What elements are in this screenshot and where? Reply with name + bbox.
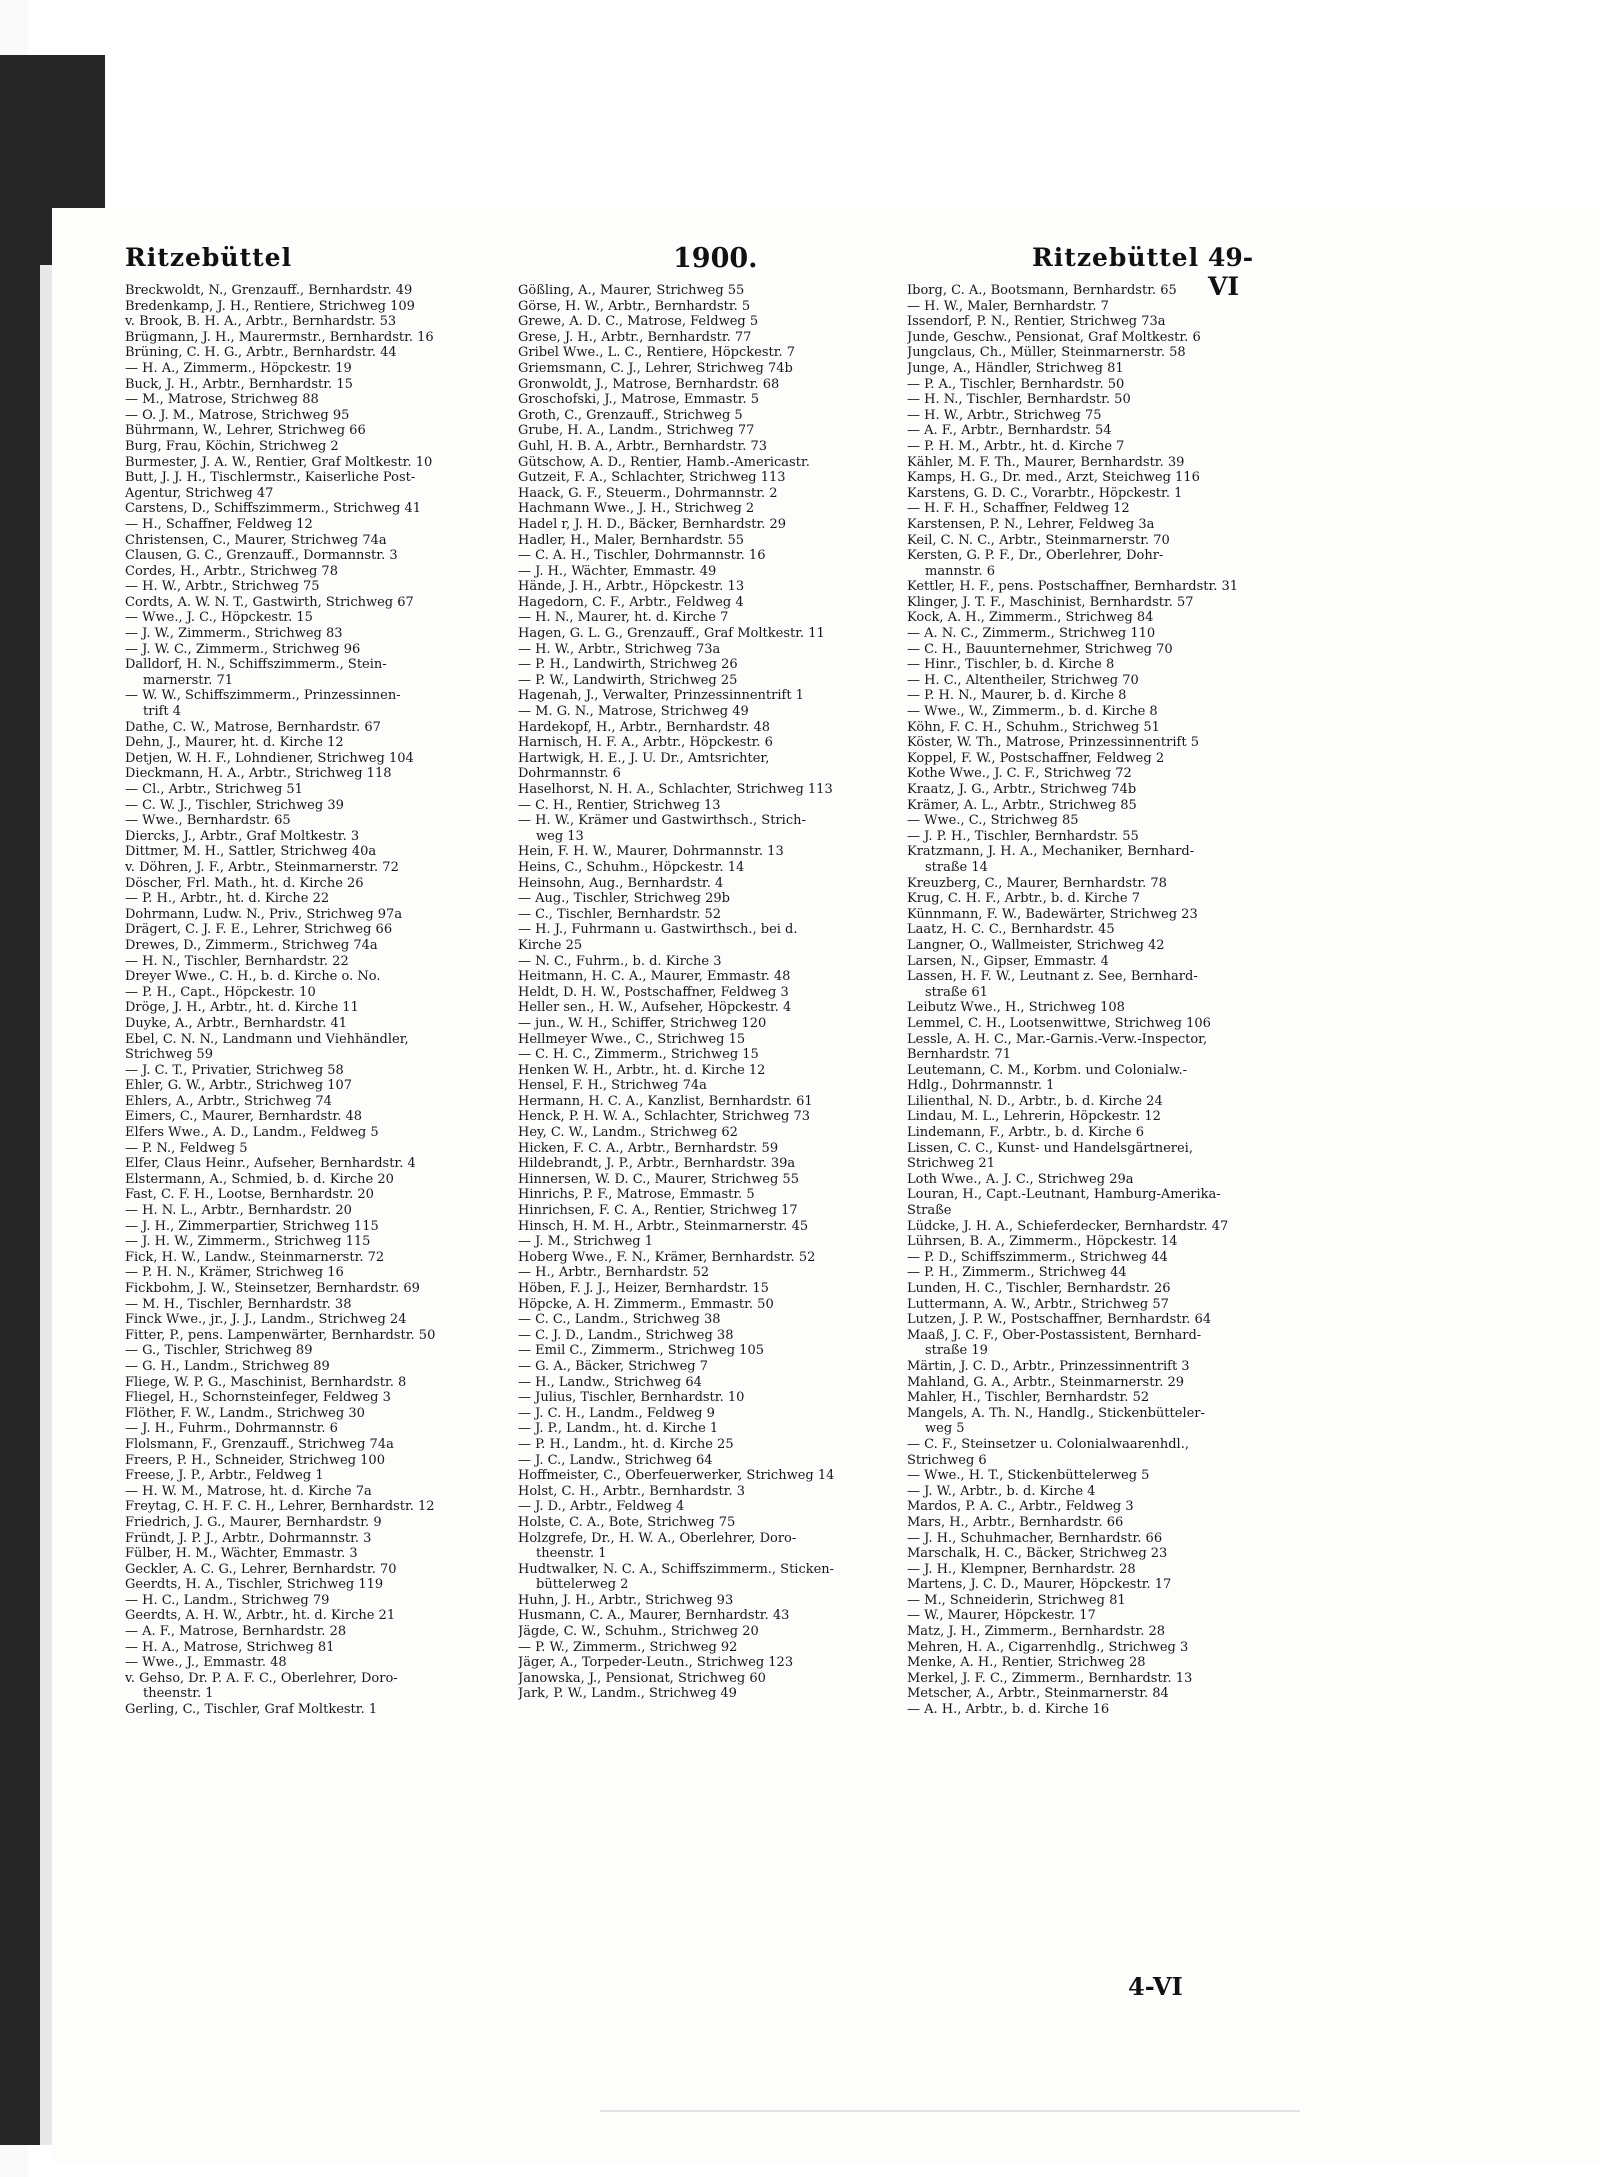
directory-entry: Heinsohn, Aug., Bernhardstr. 4 (518, 875, 724, 891)
directory-entry: — G. A., Bäcker, Strichweg 7 (518, 1358, 709, 1374)
directory-entry: Hardekopf, H., Arbtr., Bernhardstr. 48 (518, 719, 771, 735)
directory-entry: Lassen, H. F. W., Leutnant z. See, Bernhard- (907, 969, 1198, 985)
directory-entry: v. Döhren, J. F., Arbtr., Steinmarnerstr. 72 (125, 859, 399, 875)
directory-entry: v. Gehso, Dr. P. A. F. C., Oberlehrer, Doro- (125, 1670, 398, 1686)
directory-entry: — P. H. N., Maurer, b. d. Kirche 8 (907, 688, 1127, 704)
directory-entry: — H., Schaffner, Feldweg 12 (125, 516, 313, 532)
directory-entry: — Wwe., W., Zimmerm., b. d. Kirche 8 (907, 704, 1158, 720)
directory-entry: — P. H., Landm., ht. d. Kirche 25 (518, 1436, 734, 1452)
directory-entry: Lindau, M. L., Lehrerin, Höpckestr. 12 (907, 1109, 1161, 1125)
directory-entry: Holzgrefe, Dr., H. W. A., Oberlehrer, Doro- (518, 1530, 797, 1546)
directory-entry: Laatz, H. C. C., Bernhardstr. 45 (907, 922, 1115, 938)
directory-entry: — P. H., Arbtr., ht. d. Kirche 22 (125, 891, 330, 907)
directory-entry: — C. H. C., Zimmerm., Strichweg 15 (518, 1047, 759, 1063)
directory-entry: — P. H., Landwirth, Strichweg 26 (518, 657, 738, 673)
header-right-title: Ritzebüttel (1032, 243, 1200, 272)
directory-entry: — P. W., Zimmerm., Strichweg 92 (518, 1639, 738, 1655)
directory-entry: Hensel, F. H., Strichweg 74a (518, 1078, 707, 1094)
directory-entry: — Wwe., H. T., Stickenbüttelerweg 5 (907, 1468, 1150, 1484)
directory-entry: — Wwe., Bernhardstr. 65 (125, 813, 291, 829)
directory-entry: — Wwe., J., Emmastr. 48 (125, 1655, 287, 1671)
directory-entry: Dreyer Wwe., C. H., b. d. Kirche o. No. (125, 969, 381, 985)
directory-entry: Karstens, G. D. C., Vorarbtr., Höpckestr. 1 (907, 485, 1183, 501)
directory-entry: Fickbohm, J. W., Steinsetzer, Bernhardstr. 69 (125, 1281, 420, 1296)
directory-entry: Dohrmannstr. 6 (518, 766, 621, 782)
directory-entry: Flöther, F. W., Landm., Strichweg 30 (125, 1405, 365, 1421)
directory-entry: Bernhardstr. 71 (907, 1047, 1011, 1063)
directory-entry: — J. H., Wächter, Emmastr. 49 (518, 563, 717, 579)
directory-entry: Haack, G. F., Steuerm., Dohrmannstr. 2 (518, 485, 778, 501)
directory-entry: büttelerweg 2 (536, 1577, 629, 1593)
header-year: 1900. (673, 243, 758, 274)
directory-entry: Mardos, P. A. C., Arbtr., Feldweg 3 (907, 1499, 1134, 1515)
directory-entry: Ebel, C. N. N., Landmann und Viehhändler, (125, 1031, 409, 1047)
directory-entry: Junge, A., Händler, Strichweg 81 (907, 360, 1124, 376)
directory-entry: — J. C. T., Privatier, Strichweg 58 (125, 1062, 344, 1078)
directory-entry: Klinger, J. T. F., Maschinist, Bernhardstr. 57 (907, 594, 1194, 610)
directory-entry: Lührsen, B. A., Zimmerm., Höpckestr. 14 (907, 1234, 1178, 1250)
directory-entry: — N. C., Fuhrm., b. d. Kirche 3 (518, 953, 722, 969)
directory-entry: Leutemann, C. M., Korbm. und Colonialw.- (907, 1062, 1187, 1078)
directory-entry: Märtin, J. C. D., Arbtr., Prinzessinnentrift 3 (907, 1358, 1190, 1374)
directory-entry: — H. W., Maler, Bernhardstr. 7 (907, 298, 1109, 314)
directory-entry: Brüning, C. H. G., Arbtr., Bernhardstr. 44 (125, 345, 397, 361)
directory-entry: Straße (907, 1203, 952, 1219)
directory-entry: Griemsmann, C. J., Lehrer, Strichweg 74b (518, 360, 793, 376)
directory-entry: Krämer, A. L., Arbtr., Strichweg 85 (907, 797, 1137, 813)
directory-entry: Lutzen, J. P. W., Postschaffner, Bernhardstr. 64 (907, 1312, 1212, 1328)
directory-entry: Diercks, J., Arbtr., Graf Moltkestr. 3 (125, 828, 360, 844)
directory-entry: Christensen, C., Maurer, Strichweg 74a (125, 532, 387, 548)
directory-entry: Dehn, J., Maurer, ht. d. Kirche 12 (125, 735, 344, 751)
directory-entry: Elstermann, A., Schmied, b. d. Kirche 20 (125, 1171, 394, 1187)
sheet-signature: 4-VI (1128, 1972, 1183, 2001)
directory-entry: — J. H., Schuhmacher, Bernhardstr. 66 (907, 1530, 1163, 1546)
directory-entry: Hartwigk, H. E., J. U. Dr., Amtsrichter, (518, 750, 770, 766)
directory-entry: Geckler, A. C. G., Lehrer, Bernhardstr. 70 (125, 1561, 397, 1577)
directory-entry: Jägde, C. W., Schuhm., Strichweg 20 (518, 1624, 759, 1640)
directory-entry: Fülber, H. M., Wächter, Emmastr. 3 (125, 1546, 358, 1562)
directory-entry: — P. H. M., Arbtr., ht. d. Kirche 7 (907, 438, 1125, 454)
directory-entry: Bredenkamp, J. H., Rentiere, Strichweg 109 (125, 298, 415, 314)
directory-entry: Hdlg., Dohrmannstr. 1 (907, 1078, 1055, 1094)
directory-entry: Hildebrandt, J. P., Arbtr., Bernhardstr. 39a (518, 1156, 796, 1172)
directory-entry: Ehler, G. W., Arbtr., Strichweg 107 (125, 1078, 353, 1094)
directory-entry: Hände, J. H., Arbtr., Höpckestr. 13 (518, 579, 745, 595)
directory-entry: Lüdcke, J. H. A., Schieferdecker, Bernhardstr. 47 (907, 1218, 1229, 1234)
directory-entry: Lunden, H. C., Tischler, Bernhardstr. 26 (907, 1281, 1171, 1296)
directory-entry: Görse, H. W., Arbtr., Bernhardstr. 5 (518, 298, 751, 314)
header-left-title: Ritzebüttel (125, 243, 293, 272)
directory-entry: Heller sen., H. W., Aufseher, Höpckestr. 4 (518, 1000, 792, 1016)
directory-entry: — J. W., Arbtr., b. d. Kirche 4 (907, 1483, 1096, 1499)
directory-entry: Keil, C. N. C., Arbtr., Steinmarnerstr. 70 (907, 532, 1170, 548)
directory-entry: Geerdts, A. H. W., Arbtr., ht. d. Kirche 21 (125, 1608, 396, 1624)
directory-entry: — J. H. W., Zimmerm., Strichweg 115 (125, 1234, 371, 1250)
directory-entry: Detjen, W. H. F., Lohndiener, Strichweg 104 (125, 750, 414, 766)
directory-entry: Fliegel, H., Schornsteinfeger, Feldweg 3 (125, 1390, 391, 1406)
directory-entry: weg 13 (536, 828, 584, 844)
directory-entry: Freytag, C. H. F. C. H., Lehrer, Bernhardstr. 12 (125, 1499, 435, 1515)
directory-entry: Langner, O., Wallmeister, Strichweg 42 (907, 937, 1165, 953)
directory-entry: Karstensen, P. N., Lehrer, Feldweg 3a (907, 516, 1155, 532)
directory-entry: Strichweg 6 (907, 1452, 987, 1468)
directory-entry: Hadel r, J. H. D., Bäcker, Bernhardstr. 29 (518, 516, 787, 532)
directory-entry: Köhn, F. C. H., Schuhm., Strichweg 51 (907, 719, 1160, 735)
directory-entry: Fründt, J. P. J., Arbtr., Dohrmannstr. 3 (125, 1530, 372, 1546)
directory-entry: — Cl., Arbtr., Strichweg 51 (125, 782, 303, 797)
directory-entry: — Aug., Tischler, Strichweg 29b (518, 891, 730, 907)
directory-entry: Hoffmeister, C., Oberfeuerwerker, Strichweg 14 (518, 1468, 835, 1484)
directory-entry: Holste, C. A., Bote, Strichweg 75 (518, 1514, 736, 1530)
directory-entry: Gerling, C., Tischler, Graf Moltkestr. 1 (125, 1702, 378, 1718)
directory-entry: — H. A., Matrose, Strichweg 81 (125, 1639, 335, 1655)
directory-entry: Kreuzberg, C., Maurer, Bernhardstr. 78 (907, 875, 1167, 891)
directory-entry: Hagenah, J., Verwalter, Prinzessinnentrift 1 (518, 688, 804, 704)
directory-entry: Burmester, J. A. W., Rentier, Graf Moltkestr. 10 (125, 454, 433, 470)
directory-entry: Dieckmann, H. A., Arbtr., Strichweg 118 (125, 766, 392, 782)
directory-entry: — W., Maurer, Höpckestr. 17 (907, 1608, 1096, 1624)
directory-entry: — H. F. H., Schaffner, Feldweg 12 (907, 501, 1130, 517)
directory-entry: — H. N., Maurer, ht. d. Kirche 7 (518, 610, 729, 626)
directory-entry: — jun., W. H., Schiffer, Strichweg 120 (518, 1015, 767, 1031)
directory-entry: Hinrichs, P. F., Matrose, Emmastr. 5 (518, 1187, 755, 1203)
directory-entry: Mars, H., Arbtr., Bernhardstr. 66 (907, 1514, 1124, 1530)
directory-entry: Dohrmann, Ludw. N., Priv., Strichweg 97a (125, 906, 403, 922)
directory-entry: — P. W., Landwirth, Strichweg 25 (518, 672, 738, 688)
directory-entry: Larsen, N., Gipser, Emmastr. 4 (907, 953, 1109, 969)
directory-entry: — H. C., Altentheiler, Strichweg 70 (907, 672, 1139, 688)
directory-entry: Hein, F. H. W., Maurer, Dohrmannstr. 13 (518, 844, 784, 860)
directory-entry: — C. W. J., Tischler, Strichweg 39 (125, 797, 344, 813)
directory-entry: Bührmann, W., Lehrer, Strichweg 66 (125, 423, 366, 439)
directory-entry: Strichweg 59 (125, 1047, 213, 1063)
directory-entry: Hellmeyer Wwe., C., Strichweg 15 (518, 1031, 746, 1047)
directory-entry: — H. A., Zimmerm., Höpckestr. 19 (125, 360, 352, 376)
directory-entry: — C. J. D., Landm., Strichweg 38 (518, 1327, 734, 1343)
directory-entry: Hagen, G. L. G., Grenzauff., Graf Moltkestr. 11 (518, 626, 825, 642)
directory-entry: Louran, H., Capt.-Leutnant, Hamburg-Amerika- (907, 1187, 1221, 1203)
directory-entry: Krug, C. H. F., Arbtr., b. d. Kirche 7 (907, 891, 1140, 907)
directory-entry: Holst, C. H., Arbtr., Bernhardstr. 3 (518, 1483, 746, 1499)
directory-entry: Gütschow, A. D., Rentier, Hamb.-Americastr. (518, 454, 810, 470)
directory-entry: — J. H., Zimmerpartier, Strichweg 115 (125, 1218, 379, 1234)
directory-entry: — H. C., Landm., Strichweg 79 (125, 1592, 330, 1608)
directory-entry: Höben, F. J. J., Heizer, Bernhardstr. 15 (518, 1281, 769, 1296)
directory-entry: Merkel, J. F. C., Zimmerm., Bernhardstr. 13 (907, 1670, 1193, 1686)
directory-entry: Kettler, H. F., pens. Postschaffner, Bernhardstr. 31 (907, 579, 1239, 595)
directory-entry: Kähler, M. F. Th., Maurer, Bernhardstr. 39 (907, 454, 1185, 470)
directory-entry: Kersten, G. P. F., Dr., Oberlehrer, Dohr- (907, 548, 1164, 564)
directory-entry: Kamps, H. G., Dr. med., Arzt, Steichweg 116 (907, 470, 1200, 486)
scan-artifact-line (600, 2110, 1300, 2112)
directory-entry: Cordts, A. W. N. T., Gastwirth, Strichweg 67 (125, 594, 414, 610)
directory-entry: Strichweg 21 (907, 1156, 995, 1172)
directory-entry: — C. A. H., Tischler, Dohrmannstr. 16 (518, 548, 766, 564)
directory-entry: Hinnersen, W. D. C., Maurer, Strichweg 55 (518, 1171, 799, 1187)
directory-entry: — O. J. M., Matrose, Strichweg 95 (125, 407, 350, 423)
directory-entry: Lissen, C. C., Kunst- und Handelsgärtnerei, (907, 1140, 1193, 1156)
directory-entry: Clausen, G. C., Grenzauff., Dormannstr. 3 (125, 548, 398, 564)
directory-entry: — Emil C., Zimmerm., Strichweg 105 (518, 1343, 764, 1359)
directory-entry: — J. C. H., Landm., Feldweg 9 (518, 1405, 715, 1421)
directory-entry: — H., Landw., Strichweg 64 (518, 1374, 702, 1390)
directory-entry: — Julius, Tischler, Bernhardstr. 10 (518, 1390, 745, 1406)
directory-entry: Mehren, H. A., Cigarrenhdlg., Strichweg 3 (907, 1639, 1189, 1655)
directory-entry: Geerdts, H. A., Tischler, Strichweg 119 (125, 1577, 384, 1593)
directory-entry: trift 4 (143, 704, 182, 720)
directory-entry: Koppel, F. W., Postschaffner, Feldweg 2 (907, 750, 1165, 766)
directory-entry: Menke, A. H., Rentier, Strichweg 28 (907, 1655, 1146, 1671)
directory-entry: — P. H. N., Krämer, Strichweg 16 (125, 1265, 344, 1281)
directory-entry: — W. W., Schiffszimmerm., Prinzessinnen- (125, 688, 401, 704)
directory-entry: Leibutz Wwe., H., Strichweg 108 (907, 1000, 1125, 1016)
directory-entry: Iborg, C. A., Bootsmann, Bernhardstr. 65 (907, 283, 1177, 298)
directory-column-2 (518, 283, 902, 1702)
directory-entry: Kothe Wwe., J. C. F., Strichweg 72 (907, 766, 1132, 782)
directory-entry: Hey, C. W., Landm., Strichweg 62 (518, 1125, 738, 1141)
directory-entry: — J. C., Landw., Strichweg 64 (518, 1452, 713, 1468)
directory-entry: Hoberg Wwe., F. N., Krämer, Bernhardstr. 52 (518, 1249, 816, 1265)
directory-entry: Haselhorst, N. H. A., Schlachter, Strichweg 113 (518, 782, 833, 797)
directory-entry: Agentur, Strichweg 47 (125, 485, 274, 501)
directory-entry: — H. W., Arbtr., Strichweg 73a (518, 641, 721, 657)
directory-entry: Gronwoldt, J., Matrose, Bernhardstr. 68 (518, 376, 780, 392)
directory-entry: theenstr. 1 (536, 1546, 607, 1562)
directory-entry: Friedrich, J. G., Maurer, Bernhardstr. 9 (125, 1514, 382, 1530)
directory-entry: — H. N. L., Arbtr., Bernhardstr. 20 (125, 1203, 352, 1219)
directory-entry: Hadler, H., Maler, Bernhardstr. 55 (518, 532, 744, 548)
directory-entry: Hicken, F. C. A., Arbtr., Bernhardstr. 59 (518, 1140, 779, 1156)
directory-column-1 (125, 283, 509, 1718)
directory-entry: — H., Arbtr., Bernhardstr. 52 (518, 1265, 710, 1281)
directory-entry: Grese, J. H., Arbtr., Bernhardstr. 77 (518, 329, 752, 345)
directory-entry: — A. H., Arbtr., b. d. Kirche 16 (907, 1702, 1110, 1718)
directory-entry: Hagedorn, C. F., Arbtr., Feldweg 4 (518, 594, 744, 610)
directory-entry: — A. F., Arbtr., Bernhardstr. 54 (907, 423, 1112, 439)
directory-entry: Döscher, Frl. Math., ht. d. Kirche 26 (125, 875, 364, 891)
directory-entry: — J. D., Arbtr., Feldweg 4 (518, 1499, 685, 1515)
directory-entry: Issendorf, P. N., Rentier, Strichweg 73a (907, 314, 1166, 330)
directory-entry: Lindemann, F., Arbtr., b. d. Kirche 6 (907, 1125, 1144, 1141)
directory-entry: Freers, P. H., Schneider, Strichweg 100 (125, 1452, 385, 1468)
directory-entry: — A. N. C., Zimmerm., Strichweg 110 (907, 626, 1156, 642)
directory-entry: Lemmel, C. H., Lootsenwittwe, Strichweg 106 (907, 1015, 1211, 1031)
directory-entry: — J. W., Zimmerm., Strichweg 83 (125, 626, 343, 642)
directory-entry: Jäger, A., Torpeder-Leutn., Strichweg 123 (518, 1655, 794, 1671)
directory-entry: Elfers Wwe., A. D., Landm., Feldweg 5 (125, 1125, 379, 1141)
directory-entry: Fick, H. W., Landw., Steinmarnerstr. 72 (125, 1249, 385, 1265)
directory-entry: Gößling, A., Maurer, Strichweg 55 (518, 283, 745, 298)
directory-entry: Groth, C., Grenzauff., Strichweg 5 (518, 407, 743, 423)
directory-entry: Heins, C., Schuhm., Höpckestr. 14 (518, 859, 745, 875)
directory-entry: Brügmann, J. H., Maurermstr., Bernhardstr. 16 (125, 329, 434, 345)
directory-entry: Finck Wwe., jr., J. J., Landm., Strichweg 24 (125, 1312, 407, 1328)
directory-entry: Martens, J. C. D., Maurer, Höpckestr. 17 (907, 1577, 1172, 1593)
directory-entry: Metscher, A., Arbtr., Steinmarnerstr. 84 (907, 1686, 1169, 1702)
directory-entry: Kratzmann, J. H. A., Mechaniker, Bernhard- (907, 844, 1195, 860)
directory-entry: Heldt, D. H. W., Postschaffner, Feldweg 3 (518, 984, 789, 1000)
directory-entry: — C. H., Rentier, Strichweg 13 (518, 797, 721, 813)
directory-entry: Mangels, A. Th. N., Handlg., Stickenbütteler- (907, 1405, 1205, 1421)
directory-entry: Freese, J. P., Arbtr., Feldweg 1 (125, 1468, 324, 1484)
directory-entry: Henck, P. H. W. A., Schlachter, Strichweg 73 (518, 1109, 811, 1125)
directory-entry: Hachmann Wwe., J. H., Strichweg 2 (518, 501, 755, 517)
directory-entry: — H. W., Arbtr., Strichweg 75 (907, 407, 1102, 423)
directory-entry: theenstr. 1 (143, 1686, 214, 1702)
directory-entry: — M., Schneiderin, Strichweg 81 (907, 1592, 1126, 1608)
directory-entry: Huhn, J. H., Arbtr., Strichweg 93 (518, 1592, 734, 1608)
directory-entry: — M., Matrose, Strichweg 88 (125, 392, 319, 408)
directory-entry: — P. N., Feldweg 5 (125, 1140, 248, 1156)
directory-entry: — H. W., Arbtr., Strichweg 75 (125, 579, 320, 595)
directory-entry: Lilienthal, N. D., Arbtr., b. d. Kirche 24 (907, 1093, 1163, 1109)
directory-entry: Guhl, H. B. A., Arbtr., Bernhardstr. 73 (518, 438, 768, 454)
directory-entry: Duyke, A., Arbtr., Bernhardstr. 41 (125, 1015, 348, 1031)
directory-entry: Flolsmann, F., Grenzauff., Strichweg 74a (125, 1436, 394, 1452)
directory-entry: Cordes, H., Arbtr., Strichweg 78 (125, 563, 338, 579)
directory-entry: — P. H., Zimmerm., Strichweg 44 (907, 1265, 1127, 1281)
directory-entry: Dathe, C. W., Matrose, Bernhardstr. 67 (125, 719, 381, 735)
directory-entry: — H. N., Tischler, Bernhardstr. 22 (125, 953, 349, 969)
directory-entry: — A. F., Matrose, Bernhardstr. 28 (125, 1624, 347, 1640)
directory-entry: Carstens, D., Schiffszimmerm., Strichweg 41 (125, 501, 422, 517)
directory-entry: — J. M., Strichweg 1 (518, 1234, 654, 1250)
directory-entry: Hudtwalker, N. C. A., Schiffszimmerm., Sticken- (518, 1561, 835, 1577)
directory-entry: — Wwe., C., Strichweg 85 (907, 813, 1079, 829)
directory-entry: Henken W. H., Arbtr., ht. d. Kirche 12 (518, 1062, 766, 1078)
directory-entry: Dalldorf, H. N., Schiffszimmerm., Stein- (125, 657, 387, 673)
directory-entry: Hinsch, H. M. H., Arbtr., Steinmarnerstr. 45 (518, 1218, 809, 1234)
directory-entry: Janowska, J., Pensionat, Strichweg 60 (518, 1670, 766, 1686)
directory-entry: — Hinr., Tischler, b. d. Kirche 8 (907, 657, 1115, 673)
directory-entry: Junde, Geschw., Pensionat, Graf Moltkestr. 6 (907, 329, 1201, 345)
directory-entry: mannstr. 6 (925, 563, 996, 579)
directory-entry: straße 14 (925, 859, 988, 875)
directory-entry: — M. H., Tischler, Bernhardstr. 38 (125, 1296, 352, 1312)
directory-entry: — J. P. H., Tischler, Bernhardstr. 55 (907, 828, 1139, 844)
directory-entry: Butt, J. J. H., Tischlermstr., Kaiserliche Post- (125, 470, 416, 486)
directory-entry: Drewes, D., Zimmerm., Strichweg 74a (125, 937, 378, 953)
directory-entry: — J. H., Klempner, Bernhardstr. 28 (907, 1561, 1136, 1577)
directory-column-3 (907, 283, 1291, 1718)
directory-entry: Burg, Frau, Köchin, Strichweg 2 (125, 438, 339, 454)
directory-entry: Loth Wwe., A. J. C., Strichweg 29a (907, 1171, 1134, 1187)
directory-entry: Maaß, J. C. F., Ober-Postassistent, Bernhard- (907, 1327, 1202, 1343)
directory-entry: — G., Tischler, Strichweg 89 (125, 1343, 313, 1359)
directory-entry: v. Brook, B. H. A., Arbtr., Bernhardstr. 53 (125, 314, 397, 330)
directory-entry: Lessle, A. H. C., Mar.-Garnis.-Verw.-Inspector, (907, 1031, 1208, 1047)
directory-entry: — J. P., Landm., ht. d. Kirche 1 (518, 1421, 719, 1437)
directory-entry: Mahland, G. A., Arbtr., Steinmarnerstr. 29 (907, 1374, 1185, 1390)
directory-entry: — C. F., Steinsetzer u. Colonialwaarenhdl., (907, 1436, 1189, 1452)
directory-entry: Gribel Wwe., L. C., Rentiere, Höpckestr. 7 (518, 345, 796, 361)
directory-entry: Luttermann, A. W., Arbtr., Strichweg 57 (907, 1296, 1169, 1312)
directory-entry: Heitmann, H. C. A., Maurer, Emmastr. 48 (518, 969, 791, 985)
directory-entry: Mahler, H., Tischler, Bernhardstr. 52 (907, 1390, 1150, 1406)
directory-entry: Hermann, H. C. A., Kanzlist, Bernhardstr. 61 (518, 1093, 813, 1109)
directory-entry: — C., Tischler, Bernhardstr. 52 (518, 906, 722, 922)
directory-entry: Fliege, W. P. G., Maschinist, Bernhardstr. 8 (125, 1374, 407, 1390)
directory-entry: Groschofski, J., Matrose, Emmastr. 5 (518, 392, 760, 408)
directory-entry: Grewe, A. D. C., Matrose, Feldweg 5 (518, 314, 759, 330)
page-number: 49-VI (1208, 243, 1254, 301)
directory-entry: Ehlers, A., Arbtr., Strichweg 74 (125, 1093, 332, 1109)
directory-entry: Buck, J. H., Arbtr., Bernhardstr. 15 (125, 376, 353, 392)
directory-entry: Dröge, J. H., Arbtr., ht. d. Kirche 11 (125, 1000, 359, 1016)
directory-entry: — P. D., Schiffszimmerm., Strichweg 44 (907, 1249, 1168, 1265)
directory-entry: Jungclaus, Ch., Müller, Steinmarnerstr. 58 (907, 345, 1186, 361)
directory-entry: Elfer, Claus Heinr., Aufseher, Bernhardstr. 4 (125, 1156, 416, 1172)
directory-entry: Jark, P. W., Landm., Strichweg 49 (518, 1686, 737, 1702)
directory-entry: Kirche 25 (518, 937, 583, 953)
directory-entry: — H. W., Krämer und Gastwirthsch., Strich- (518, 813, 806, 829)
directory-entry: — H. J., Fuhrmann u. Gastwirthsch., bei d. (518, 922, 798, 938)
directory-entry: — P. H., Capt., Höpckestr. 10 (125, 984, 316, 1000)
directory-entry: Fast, C. F. H., Lootse, Bernhardstr. 20 (125, 1187, 374, 1203)
directory-entry: straße 61 (925, 984, 988, 1000)
directory-entry: Gutzeit, F. A., Schlachter, Strichweg 113 (518, 470, 786, 486)
directory-entry: Hinrichsen, F. C. A., Rentier, Strichweg 17 (518, 1203, 798, 1219)
directory-entry: Marschalk, H. C., Bäcker, Strichweg 23 (907, 1546, 1168, 1562)
directory-entry: Künnmann, F. W., Badewärter, Strichweg 23 (907, 906, 1198, 922)
directory-entry: — C. C., Landm., Strichweg 38 (518, 1312, 721, 1328)
directory-entry: Dittmer, M. H., Sattler, Strichweg 40a (125, 844, 377, 860)
directory-entry: — C. H., Bauunternehmer, Strichweg 70 (907, 641, 1173, 657)
directory-entry: — M. G. N., Matrose, Strichweg 49 (518, 704, 749, 720)
directory-entry: — H. W. M., Matrose, ht. d. Kirche 7a (125, 1483, 372, 1499)
directory-entry: Matz, J. H., Zimmerm., Bernhardstr. 28 (907, 1624, 1166, 1640)
directory-entry: marnerstr. 71 (143, 672, 234, 688)
directory-entry: Breckwoldt, N., Grenzauff., Bernhardstr. 49 (125, 283, 413, 298)
directory-entry: Husmann, C. A., Maurer, Bernhardstr. 43 (518, 1608, 790, 1624)
directory-entry: Köster, W. Th., Matrose, Prinzessinnentrift 5 (907, 735, 1199, 751)
directory-entry: — J. H., Fuhrm., Dohrmannstr. 6 (125, 1421, 338, 1437)
directory-entry: Fitter, P., pens. Lampenwärter, Bernhardstr. 50 (125, 1327, 436, 1343)
directory-entry: — J. W. C., Zimmerm., Strichweg 96 (125, 641, 361, 657)
directory-entry: — Wwe., J. C., Höpckestr. 15 (125, 610, 313, 626)
directory-entry: Kraatz, J. G., Arbtr., Strichweg 74b (907, 782, 1137, 797)
directory-entry: Eimers, C., Maurer, Bernhardstr. 48 (125, 1109, 363, 1125)
directory-entry: Drägert, C. J. F. E., Lehrer, Strichweg 66 (125, 922, 393, 938)
directory-entry: weg 5 (925, 1421, 965, 1437)
directory-entry: — H. N., Tischler, Bernhardstr. 50 (907, 392, 1131, 408)
directory-entry: Höpcke, A. H. Zimmerm., Emmastr. 50 (518, 1296, 774, 1312)
directory-entry: — G. H., Landm., Strichweg 89 (125, 1358, 330, 1374)
directory-entry: Harnisch, H. F. A., Arbtr., Höpckestr. 6 (518, 735, 773, 751)
directory-entry: — P. A., Tischler, Bernhardstr. 50 (907, 376, 1125, 392)
directory-entry: Kock, A. H., Zimmerm., Strichweg 84 (907, 610, 1154, 626)
directory-entry: Grube, H. A., Landm., Strichweg 77 (518, 423, 755, 439)
directory-entry: straße 19 (925, 1343, 988, 1359)
